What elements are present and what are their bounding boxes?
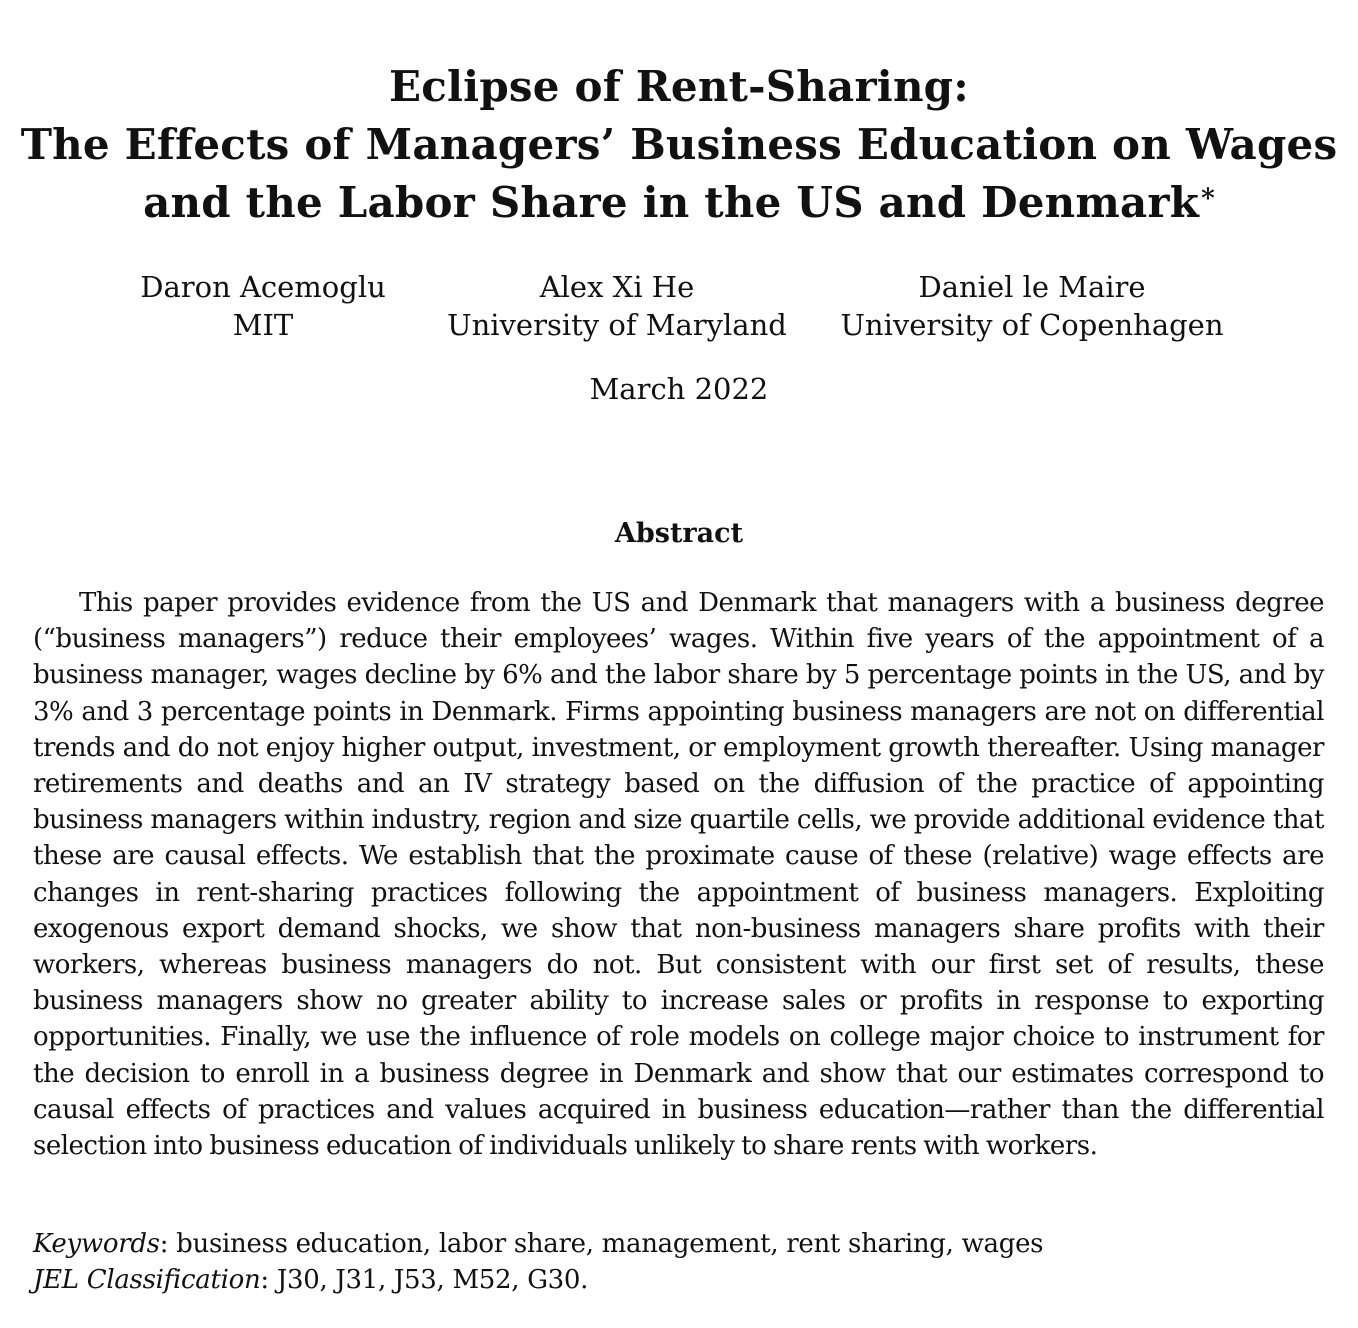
keywords-line <box>33 1226 1324 1262</box>
title-line-3-text: and the Labor Share in the US and Denmark <box>143 178 1200 227</box>
jel-value: : J30, J31, J53, M52, G30. <box>260 1265 589 1295</box>
title-footnote-mark[interactable]: * <box>1201 184 1215 214</box>
author-name: Daniel le Maire <box>918 270 1146 304</box>
abstract-text: This paper provides evidence from the US and Denmark that managers with a business degree (“business managers”) reduce their employees’ wages. Within five years of the appointment of a business manager, wages decline by 6% and the labor share by 5 percentage points in the US, and by 3% and 3 percentage points in Denmark. Firms appointing business managers are not on differential trends and do not enjoy higher output, investment, or employment growth thereafter. Using manager retirements and deaths and an IV strategy based on the diffusion of the practice of appointing business managers within industry, region and size quartile cells, we provide additional evidence that these are causal effects. We establish that the proximate cause of these (relative) wage effects are changes in rent-sharing practices following the appointment of business managers. Exploiting exogenous export demand shocks, we show that non-business managers share profits with their workers, whereas business managers do not. But consistent with our first set of results, these business managers show no greater ability to increase sales or profits in response to exporting opportunities. Finally, we use the influence of role models on college major choice to instrument for the decision to enroll in a business degree in Denmark and show that our estimates correspond to causal effects of practices and values acquired in business education—rather than the differential selection into business education of individuals unlikely to share rents with workers. <box>33 588 1324 1162</box>
author-name: Daron Acemoglu <box>140 270 386 304</box>
title-line-3 <box>20 174 1338 232</box>
keywords-section <box>33 1226 1324 1298</box>
keywords-value: : business education, labor share, management, rent sharing, wages <box>159 1229 1044 1259</box>
author-block <box>822 268 1242 344</box>
jel-line <box>33 1262 1324 1298</box>
jel-label: JEL Classification <box>33 1265 261 1295</box>
title-line-2: The Effects of Managers’ Business Education on Wages <box>20 120 1338 169</box>
author-affiliation: University of Maryland <box>447 308 787 342</box>
author-block <box>407 268 827 344</box>
author-name: Alex Xi He <box>539 270 695 304</box>
paper-title <box>20 58 1338 232</box>
publication-date: March 2022 <box>589 372 769 406</box>
author-list <box>0 268 1358 348</box>
title-line-1: Eclipse of Rent-Sharing: <box>389 62 969 111</box>
author-affiliation: MIT <box>232 308 294 342</box>
keywords-label: Keywords <box>33 1229 160 1259</box>
abstract-heading: Abstract <box>614 518 744 549</box>
author-affiliation: University of Copenhagen <box>840 308 1224 342</box>
